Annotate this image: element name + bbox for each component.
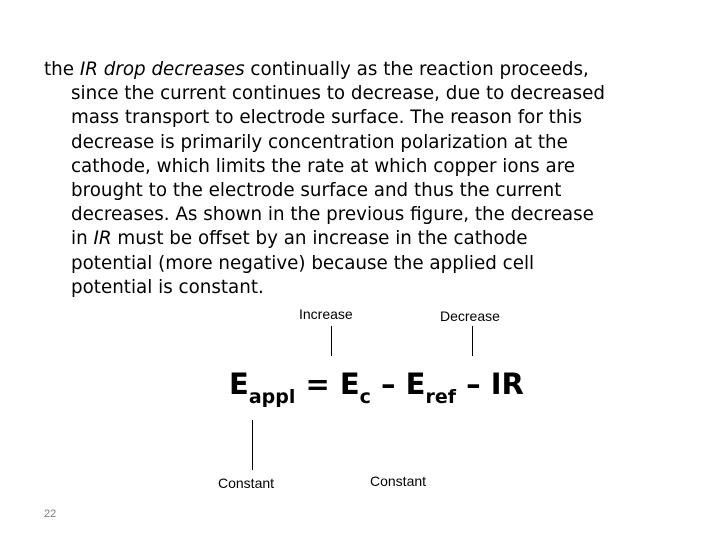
paragraph-line-4: decrease is primarily concentration polarization at the — [71, 131, 568, 153]
paragraph-line-10: potential is constant. — [71, 276, 264, 298]
decrease-label: Decrease — [440, 308, 500, 324]
e-appl: E — [229, 367, 249, 401]
paragraph-line-7: decreases. As shown in the previous figure, the decrease — [71, 204, 594, 226]
increase-label: Increase — [299, 306, 353, 322]
paragraph-line-9: potential (more negative) because the applied cell — [71, 252, 535, 274]
paragraph-line-3: mass transport to electrode surface. The reason for this — [71, 107, 583, 129]
e-ref: E — [405, 367, 426, 401]
increase-pointer-line — [331, 326, 332, 356]
constant-right-label: Constant — [370, 473, 427, 489]
paragraph-line-5: cathode, which limits the rate at which copper ions are — [71, 155, 576, 177]
paragraph-line-8: in IR must be offset by an increase in the cathode — [71, 228, 528, 250]
ir-term: IR — [490, 367, 524, 401]
cell-potential-equation — [229, 366, 524, 406]
emphasis-ir-drop: IR drop decreases — [79, 59, 245, 80]
e-c: E — [339, 367, 360, 401]
body-paragraph — [44, 58, 684, 300]
ref-subscript: ref — [425, 386, 456, 408]
decrease-pointer-line — [472, 326, 473, 356]
constant-left-pointer-line — [252, 420, 253, 470]
page-number: 22 — [44, 508, 57, 520]
paragraph-line-6: brought to the electrode surface and thus the current — [71, 180, 562, 202]
c-subscript: c — [359, 386, 371, 408]
minus-sign-2: – — [455, 367, 491, 401]
constant-left-label: Constant — [218, 475, 275, 491]
appl-subscript: appl — [248, 386, 296, 408]
minus-sign-1: – — [370, 367, 406, 401]
paragraph-line-1: the IR drop decreases continually as the reaction proceeds, — [44, 59, 589, 80]
emphasis-ir: IR — [93, 228, 112, 250]
equals-sign: = — [295, 367, 340, 401]
paragraph-line-2: since the current continues to decrease, due to decreased — [71, 83, 605, 105]
